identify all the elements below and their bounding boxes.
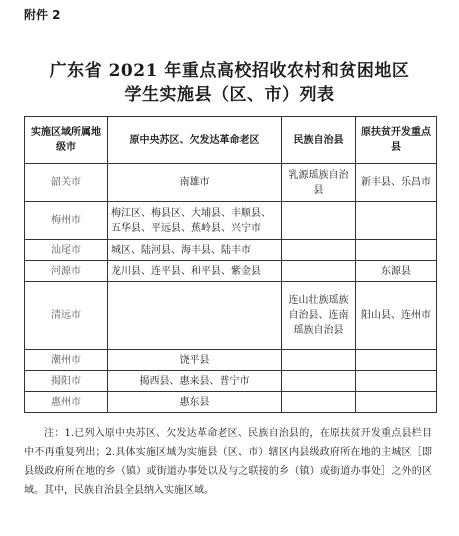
table-row xyxy=(25,392,437,413)
table-row xyxy=(25,261,437,282)
cell-old-revolutionary xyxy=(108,282,282,350)
table-row xyxy=(25,350,437,371)
table-row xyxy=(25,240,437,261)
cell-ethnic xyxy=(282,261,356,282)
header-old-revolutionary: 原中央苏区、欠发达革命老区 xyxy=(108,117,282,164)
cell-city: 潮州市 xyxy=(25,350,108,371)
cell-poverty xyxy=(356,392,437,413)
table-header-row xyxy=(25,117,437,164)
table-row xyxy=(25,202,437,240)
cell-poverty xyxy=(356,371,437,392)
page-title-line2: 学生实施县（区、市）列表 xyxy=(124,85,335,105)
cell-old-revolutionary: 城区、陆河县、海丰县、陆丰市 xyxy=(108,240,282,261)
table-row xyxy=(25,164,437,202)
table-row xyxy=(25,371,437,392)
cell-poverty: 阳山县、连州市 xyxy=(356,282,437,350)
cell-old-revolutionary: 揭西县、惠来县、普宁市 xyxy=(108,371,282,392)
cell-city: 揭阳市 xyxy=(25,371,108,392)
header-ethnic-autonomous: 民族自治县 xyxy=(282,117,356,164)
cell-ethnic xyxy=(282,392,356,413)
cell-ethnic: 乳源瑶族自治县 xyxy=(282,164,356,202)
cell-poverty xyxy=(356,350,437,371)
page-title-line1: 广东省 2021 年重点高校招收农村和贫困地区 xyxy=(49,61,410,81)
cell-city: 汕尾市 xyxy=(25,240,108,261)
cell-city: 梅州市 xyxy=(25,202,108,240)
cell-city: 惠州市 xyxy=(25,392,108,413)
cell-ethnic xyxy=(282,371,356,392)
cell-poverty xyxy=(356,202,437,240)
cell-old-revolutionary: 南雄市 xyxy=(108,164,282,202)
cell-poverty xyxy=(356,240,437,261)
cell-poverty: 东源县 xyxy=(356,261,437,282)
cell-poverty: 新丰县、乐昌市 xyxy=(356,164,437,202)
cell-old-revolutionary: 梅江区、梅县区、大埔县、丰顺县、五华县、平远县、蕉岭县、兴宁市 xyxy=(108,202,282,240)
cell-old-revolutionary: 饶平县 xyxy=(108,350,282,371)
header-city: 实施区域所属地级市 xyxy=(25,117,108,164)
cell-ethnic xyxy=(282,350,356,371)
cell-city: 清远市 xyxy=(25,282,108,350)
table-row xyxy=(25,282,437,350)
cell-old-revolutionary: 龙川县、连平县、和平县、紫金县 xyxy=(108,261,282,282)
cell-ethnic xyxy=(282,202,356,240)
county-table xyxy=(24,116,437,413)
footnote: 注：1.已列入原中央苏区、欠发达革命老区、民族自治县的，在原扶贫开发重点县栏目中不再重复列出；2.具体实施区域为实施县（区、市）辖区内县级政府所在地的主城区［即县级政府所在地的乡（镇）或街道办事处以及与之联接的乡（镇）或街道办事处］之外的区域。其中，民族自治县全县纳入实施区域。 xyxy=(24,428,432,496)
header-poverty-county: 原扶贫开发重点县 xyxy=(356,117,437,164)
cell-ethnic xyxy=(282,240,356,261)
cell-city: 韶关市 xyxy=(25,164,108,202)
attachment-label: 附件 2 xyxy=(24,8,61,22)
cell-old-revolutionary: 惠东县 xyxy=(108,392,282,413)
cell-city: 河源市 xyxy=(25,261,108,282)
cell-ethnic: 连山壮族瑶族自治县、连南瑶族自治县 xyxy=(282,282,356,350)
